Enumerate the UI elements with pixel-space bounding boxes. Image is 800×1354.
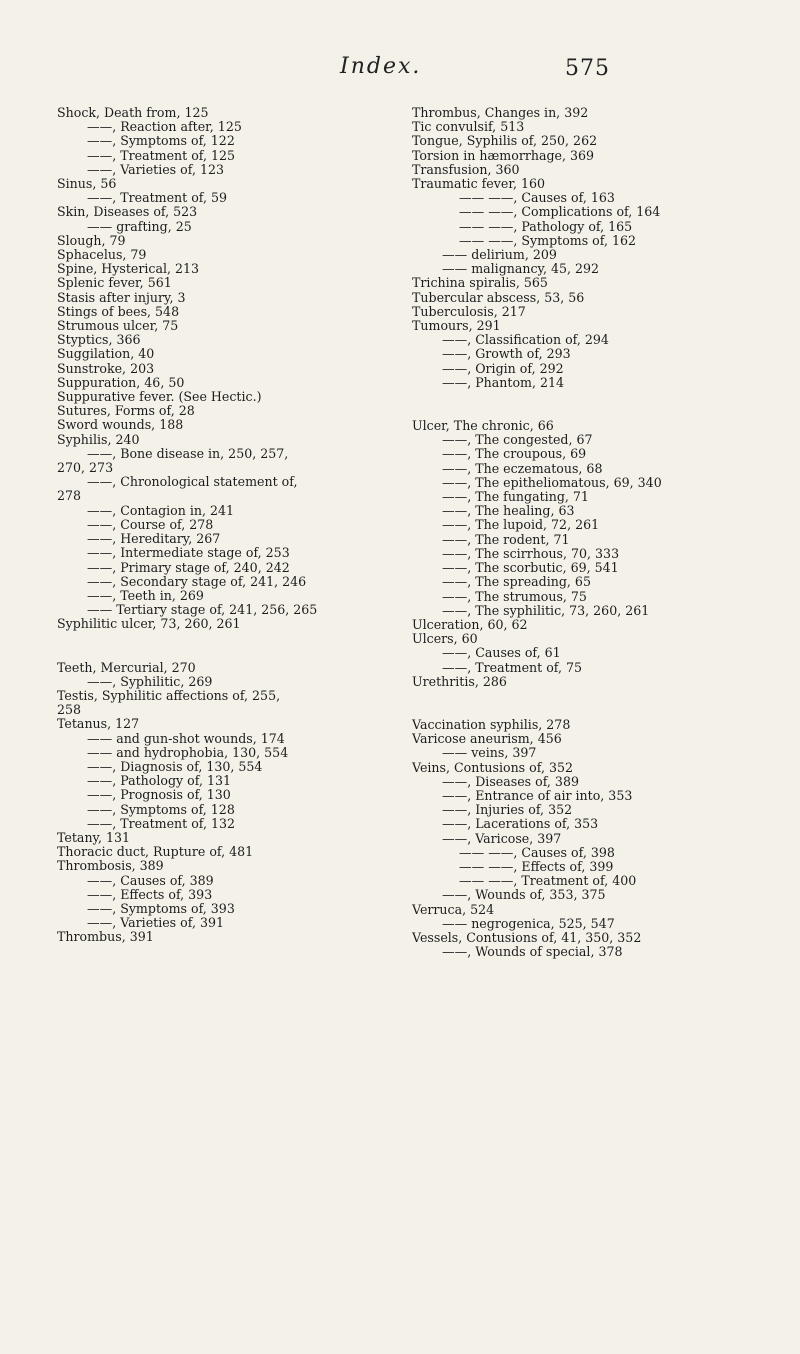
index-entry: Suppuration, 46, 50 bbox=[57, 374, 185, 390]
index-entry: Tic convulsif, 513 bbox=[412, 119, 525, 135]
index-subentry: ——, The lupoid, 72, 261 bbox=[442, 517, 600, 533]
index-subentry: ——, Entrance of air into, 353 bbox=[442, 787, 633, 803]
index-subentry: ——, Injuries of, 352 bbox=[442, 802, 573, 818]
index-subentry: —— and gun-shot wounds, 174 bbox=[87, 730, 285, 746]
index-column-right bbox=[412, 106, 757, 959]
index-subentry: —— delirium, 209 bbox=[442, 247, 557, 263]
index-entry: Tongue, Syphilis of, 250, 262 bbox=[412, 133, 598, 149]
index-entry: 258 bbox=[57, 702, 82, 718]
index-entry: Tumours, 291 bbox=[412, 318, 501, 334]
index-subentry: ——, Varicose, 397 bbox=[442, 830, 562, 846]
index-subentry: —— Tertiary stage of, 241, 256, 265 bbox=[87, 602, 318, 618]
index-entry: Styptics, 366 bbox=[57, 332, 141, 348]
index-entry: Ulcers, 60 bbox=[412, 631, 478, 647]
index-subentry: ——, Causes of, 389 bbox=[87, 872, 214, 888]
index-entry: Tuberculosis, 217 bbox=[412, 303, 526, 319]
index-subentry: ——, Treatment of, 132 bbox=[87, 815, 236, 831]
index-entry: Spine, Hysterical, 213 bbox=[57, 261, 200, 277]
index-subentry: ——, Phantom, 214 bbox=[442, 374, 565, 390]
index-subentry: ——, Treatment of, 75 bbox=[442, 659, 583, 675]
index-entry: Thoracic duct, Rupture of, 481 bbox=[57, 844, 254, 860]
index-subentry: ——, Origin of, 292 bbox=[442, 360, 564, 376]
index-subentry: ——, The rodent, 71 bbox=[442, 531, 570, 547]
index-subentry: ——, The spreading, 65 bbox=[442, 574, 591, 590]
index-subentry: —— negrogenica, 525, 547 bbox=[442, 915, 615, 931]
index-subentry: ——, Symptoms of, 393 bbox=[87, 900, 235, 916]
index-subentry: ——, The scorbutic, 69, 541 bbox=[442, 560, 619, 576]
index-entry: Tetany, 131 bbox=[57, 829, 131, 845]
index-entry: Sinus, 56 bbox=[57, 176, 117, 192]
index-entry: Skin, Diseases of, 523 bbox=[57, 204, 198, 220]
index-subentry: ——, Secondary stage of, 241, 246 bbox=[87, 573, 307, 589]
index-subentry: ——, Primary stage of, 240, 242 bbox=[87, 559, 290, 575]
index-entry: Shock, Death from, 125 bbox=[57, 105, 209, 120]
index-subentry: ——, Wounds of, 353, 375 bbox=[442, 887, 606, 903]
index-subentry: ——, The scirrhous, 70, 333 bbox=[442, 545, 620, 561]
index-entry: Testis, Syphilitic affections of, 255, bbox=[57, 687, 281, 703]
page-header bbox=[0, 54, 800, 94]
index-subentry: ——, Classification of, 294 bbox=[442, 332, 609, 348]
index-subentry: ——, Treatment of, 125 bbox=[87, 147, 236, 163]
index-subentry: ——, Contagion in, 241 bbox=[87, 502, 235, 518]
index-entry: Slough, 79 bbox=[57, 232, 126, 248]
index-column-left bbox=[57, 106, 377, 945]
index-entry: Ulceration, 60, 62 bbox=[412, 616, 528, 632]
index-entry: Splenic fever, 561 bbox=[57, 275, 172, 291]
index-subentry: ——, The croupous, 69 bbox=[442, 446, 587, 462]
index-subentry: ——, Reaction after, 125 bbox=[87, 119, 242, 135]
index-subentry: —— ——, Complications of, 164 bbox=[459, 204, 661, 220]
index-subentry: ——, Intermediate stage of, 253 bbox=[87, 545, 290, 561]
index-subentry: ——, Teeth in, 269 bbox=[87, 587, 204, 603]
index-subentry: —— ——, Symptoms of, 162 bbox=[459, 232, 637, 248]
index-subentry: ——, The epitheliomatous, 69, 340 bbox=[442, 474, 662, 490]
index-subentry: ——, The eczematous, 68 bbox=[442, 460, 603, 476]
index-subentry: ——, Symptoms of, 128 bbox=[87, 801, 235, 817]
index-subentry: —— ——, Causes of, 398 bbox=[459, 844, 615, 860]
index-entry: Traumatic fever, 160 bbox=[412, 176, 545, 192]
index-subentry: —— ——, Pathology of, 165 bbox=[459, 218, 633, 234]
index-subentry: —— malignancy, 45, 292 bbox=[442, 261, 600, 277]
index-subentry: ——, The healing, 63 bbox=[442, 503, 575, 519]
index-subentry: ——, Chronological statement of, bbox=[87, 474, 298, 490]
index-entry: Urethritis, 286 bbox=[412, 673, 507, 689]
index-subentry: ——, Diseases of, 389 bbox=[442, 773, 579, 789]
index-entry: Strumous ulcer, 75 bbox=[57, 318, 179, 334]
index-entry: Tubercular abscess, 53, 56 bbox=[412, 289, 585, 305]
index-subentry: —— ——, Effects of, 399 bbox=[459, 858, 614, 874]
index-subentry: ——, The strumous, 75 bbox=[442, 588, 587, 604]
index-subentry: ——, Bone disease in, 250, 257, bbox=[87, 445, 289, 461]
index-subentry: ——, Symptoms of, 122 bbox=[87, 133, 235, 149]
index-subentry: ——, The congested, 67 bbox=[442, 432, 593, 448]
index-entry: Stings of bees, 548 bbox=[57, 303, 180, 319]
section-gap bbox=[412, 390, 757, 419]
index-entry: Trichina spiralis, 565 bbox=[412, 275, 548, 291]
section-gap bbox=[57, 632, 377, 661]
index-subentry: —— veins, 397 bbox=[442, 745, 537, 761]
index-entry: Suppurative fever. (See Hectic.) bbox=[57, 389, 262, 405]
index-entry: Syphilis, 240 bbox=[57, 431, 140, 447]
index-entry: Thrombus, Changes in, 392 bbox=[412, 105, 589, 120]
index-entry: Sword wounds, 188 bbox=[57, 417, 184, 433]
index-entry: Sutures, Forms of, 28 bbox=[57, 403, 195, 419]
index-subentry: ——, Varieties of, 391 bbox=[87, 915, 224, 931]
index-subentry: ——, Wounds of special, 378 bbox=[442, 944, 623, 960]
index-entry: Tetanus, 127 bbox=[57, 716, 140, 732]
index-entry: Vaccination syphilis, 278 bbox=[412, 716, 571, 732]
index-entry: 278 bbox=[57, 488, 82, 504]
index-subentry: ——, Growth of, 293 bbox=[442, 346, 571, 362]
index-subentry: ——, Effects of, 393 bbox=[87, 886, 213, 902]
index-entry: Torsion in hæmorrhage, 369 bbox=[412, 147, 595, 163]
index-entry: Veins, Contusions of, 352 bbox=[412, 759, 573, 775]
index-subentry: ——, Hereditary, 267 bbox=[87, 531, 221, 547]
index-subentry: ——, Causes of, 61 bbox=[442, 645, 561, 661]
index-subentry: ——, Lacerations of, 353 bbox=[442, 816, 599, 832]
index-subentry: ——, The syphilitic, 73, 260, 261 bbox=[442, 602, 650, 618]
index-subentry: —— ——, Treatment of, 400 bbox=[459, 873, 637, 889]
index-subentry: —— grafting, 25 bbox=[87, 218, 192, 234]
index-subentry: ——, Treatment of, 59 bbox=[87, 190, 228, 206]
index-subentry: ——, Prognosis of, 130 bbox=[87, 787, 231, 803]
index-subentry: ——, The fungating, 71 bbox=[442, 489, 589, 505]
index-entry: Thrombosis, 389 bbox=[57, 858, 164, 874]
index-subentry: ——, Varieties of, 123 bbox=[87, 161, 224, 177]
index-entry: Vessels, Contusions of, 41, 350, 352 bbox=[412, 929, 642, 945]
index-entry: Sphacelus, 79 bbox=[57, 247, 147, 263]
index-entry: Suggilation, 40 bbox=[57, 346, 155, 362]
index-subentry: ——, Diagnosis of, 130, 554 bbox=[87, 758, 263, 774]
index-subentry: —— and hydrophobia, 130, 554 bbox=[87, 744, 289, 760]
index-entry: Sunstroke, 203 bbox=[57, 360, 155, 376]
index-entry: Syphilitic ulcer, 73, 260, 261 bbox=[57, 616, 241, 632]
section-gap bbox=[412, 689, 757, 718]
index-entry: Teeth, Mercurial, 270 bbox=[57, 659, 196, 675]
index-entry: Stasis after injury, 3 bbox=[57, 289, 186, 305]
index-entry: Verruca, 524 bbox=[412, 901, 495, 917]
index-subentry: —— ——, Causes of, 163 bbox=[459, 190, 615, 206]
index-entry: Ulcer, The chronic, 66 bbox=[412, 418, 554, 434]
index-entry: Thrombus, 391 bbox=[57, 929, 154, 945]
index-entry: Varicose aneurism, 456 bbox=[412, 731, 562, 747]
index-entry: 270, 273 bbox=[57, 460, 114, 476]
index-subentry: ——, Pathology of, 131 bbox=[87, 773, 231, 789]
index-entry: Transfusion, 360 bbox=[412, 161, 520, 177]
running-head-title: Index. bbox=[340, 54, 422, 79]
index-subentry: ——, Course of, 278 bbox=[87, 516, 214, 532]
index-subentry: ——, Syphilitic, 269 bbox=[87, 673, 213, 689]
page-number: 575 bbox=[565, 56, 610, 81]
